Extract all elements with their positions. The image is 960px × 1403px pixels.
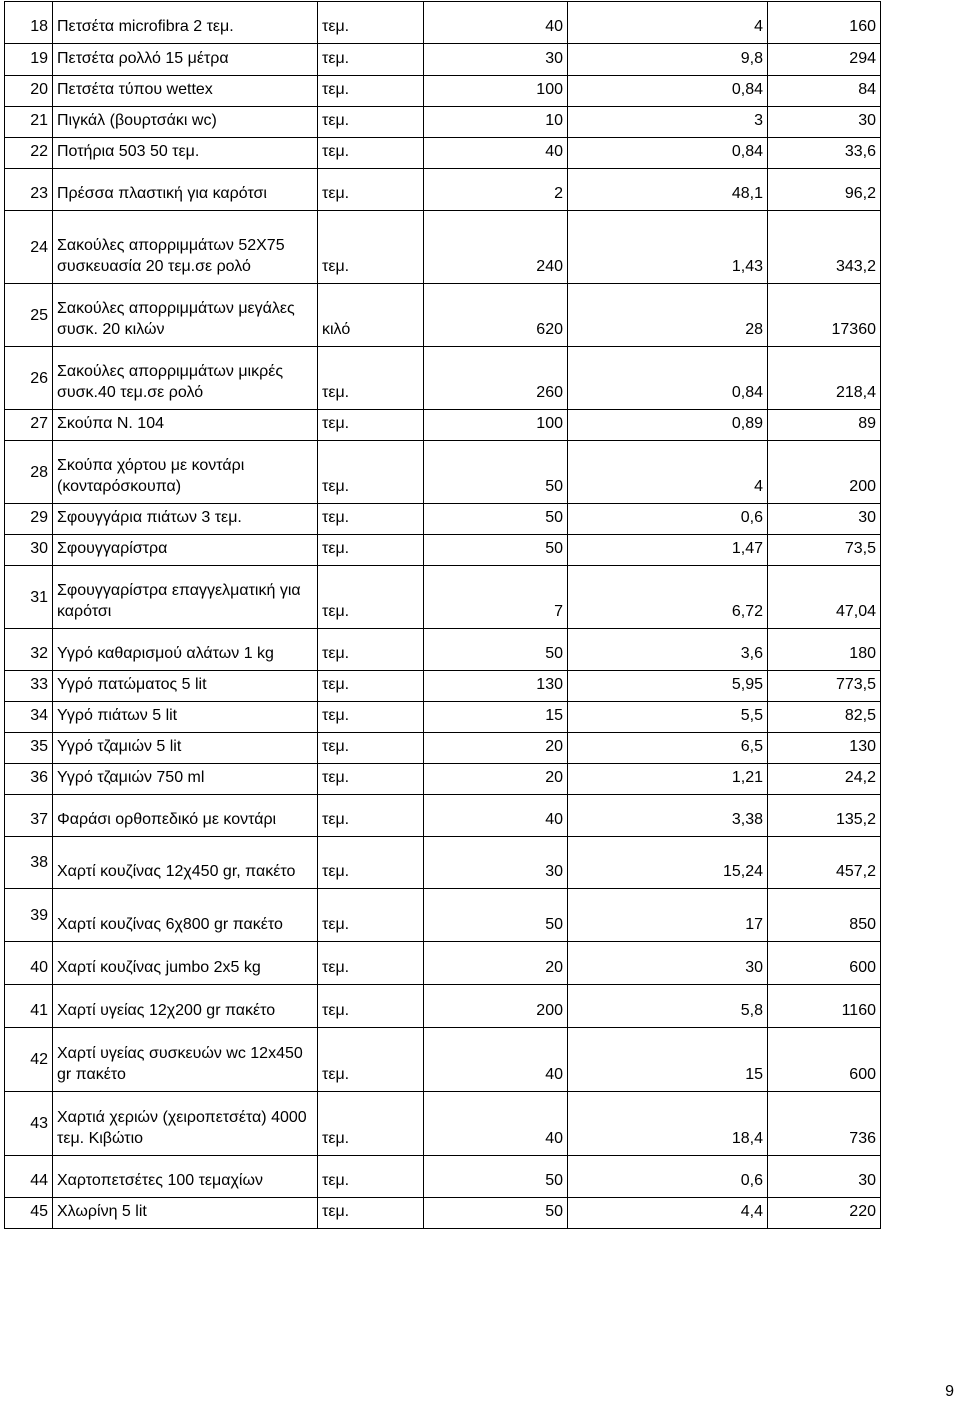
- item-quantity: 40: [424, 795, 568, 837]
- item-number: 28: [5, 441, 53, 504]
- item-unit-price: 0,6: [568, 504, 768, 535]
- item-unit-price: 6,5: [568, 733, 768, 764]
- page-number: 9: [945, 1383, 954, 1400]
- item-number: 31: [5, 566, 53, 629]
- table-row: [5, 1198, 881, 1229]
- table-row: [5, 671, 881, 702]
- item-quantity: 200: [424, 985, 568, 1028]
- item-total: 294: [768, 44, 881, 76]
- item-description: Υγρό πιάτων 5 lit: [53, 702, 318, 733]
- item-number: 25: [5, 284, 53, 347]
- item-description: Χαρτί κουζίνας jumbo 2x5 kg: [53, 942, 318, 985]
- item-unit: τεμ.: [318, 985, 424, 1028]
- item-total: 773,5: [768, 671, 881, 702]
- item-description: Χαρτί υγείας συσκευών wc 12x450 gr πακέτο: [53, 1028, 318, 1092]
- item-unit-price: 3,38: [568, 795, 768, 837]
- item-number: 44: [5, 1156, 53, 1198]
- item-description: Σακούλες απορριμμάτων μεγάλες συσκ. 20 κιλών: [53, 284, 318, 347]
- table-row: [5, 764, 881, 795]
- item-total: 33,6: [768, 138, 881, 169]
- item-number: 32: [5, 629, 53, 671]
- item-total: 850: [768, 889, 881, 942]
- table-row: [5, 1156, 881, 1198]
- item-unit: τεμ.: [318, 889, 424, 942]
- item-total: 89: [768, 410, 881, 441]
- item-quantity: 40: [424, 2, 568, 44]
- item-unit: τεμ.: [318, 504, 424, 535]
- item-number: 37: [5, 795, 53, 837]
- item-number: 23: [5, 169, 53, 211]
- item-quantity: 20: [424, 733, 568, 764]
- item-quantity: 100: [424, 410, 568, 441]
- item-unit-price: 0,84: [568, 76, 768, 107]
- item-number: 27: [5, 410, 53, 441]
- item-quantity: 50: [424, 629, 568, 671]
- item-quantity: 260: [424, 347, 568, 410]
- table-row: [5, 138, 881, 169]
- item-unit-price: 5,8: [568, 985, 768, 1028]
- item-unit: τεμ.: [318, 733, 424, 764]
- item-description: Πετσέτα microfibra 2 τεμ.: [53, 2, 318, 44]
- table-row: [5, 889, 881, 942]
- table-row: [5, 1028, 881, 1092]
- item-number: 43: [5, 1092, 53, 1156]
- item-number: 26: [5, 347, 53, 410]
- table-row: [5, 410, 881, 441]
- item-number: 20: [5, 76, 53, 107]
- item-description: Χαρτιά χεριών (χειροπετσέτα) 4000 τεμ. Κιβώτιο: [53, 1092, 318, 1156]
- item-unit-price: 4: [568, 2, 768, 44]
- item-description: Χαρτί κουζίνας 6χ800 gr πακέτο: [53, 889, 318, 942]
- item-total: 24,2: [768, 764, 881, 795]
- item-total: 736: [768, 1092, 881, 1156]
- item-quantity: 50: [424, 1156, 568, 1198]
- item-number: 18: [5, 2, 53, 44]
- item-unit-price: 6,72: [568, 566, 768, 629]
- item-number: 45: [5, 1198, 53, 1229]
- item-unit-price: 0,6: [568, 1156, 768, 1198]
- item-number: 21: [5, 107, 53, 138]
- item-description: Σακούλες απορριμμάτων 52Χ75 συσκευασία 20 τεμ.σε ρολό: [53, 211, 318, 284]
- item-description: Χαρτοπετσέτες 100 τεμαχίων: [53, 1156, 318, 1198]
- item-unit: τεμ.: [318, 629, 424, 671]
- item-number: 39: [5, 889, 53, 942]
- item-total: 600: [768, 1028, 881, 1092]
- item-total: 135,2: [768, 795, 881, 837]
- item-number: 40: [5, 942, 53, 985]
- item-number: 22: [5, 138, 53, 169]
- item-description: Υγρό πατώματος 5 lit: [53, 671, 318, 702]
- item-quantity: 30: [424, 44, 568, 76]
- item-unit-price: 18,4: [568, 1092, 768, 1156]
- item-quantity: 50: [424, 441, 568, 504]
- item-description: Υγρό καθαρισμού αλάτων 1 kg: [53, 629, 318, 671]
- item-quantity: 40: [424, 138, 568, 169]
- item-number: 41: [5, 985, 53, 1028]
- item-unit: τεμ.: [318, 1198, 424, 1229]
- item-total: 130: [768, 733, 881, 764]
- item-description: Πρέσσα πλαστική για καρότσι: [53, 169, 318, 211]
- table-row: [5, 985, 881, 1028]
- item-unit-price: 0,84: [568, 347, 768, 410]
- item-total: 17360: [768, 284, 881, 347]
- item-description: Σκούπα χόρτου με κοντάρι (κονταρόσκουπα): [53, 441, 318, 504]
- item-number: 36: [5, 764, 53, 795]
- item-unit: τεμ.: [318, 671, 424, 702]
- item-description: Σφουγγάρια πιάτων 3 τεμ.: [53, 504, 318, 535]
- item-unit: τεμ.: [318, 410, 424, 441]
- item-unit: τεμ.: [318, 211, 424, 284]
- item-total: 600: [768, 942, 881, 985]
- item-unit: τεμ.: [318, 107, 424, 138]
- item-quantity: 50: [424, 889, 568, 942]
- item-number: 29: [5, 504, 53, 535]
- item-unit-price: 0,84: [568, 138, 768, 169]
- item-unit: τεμ.: [318, 138, 424, 169]
- table-row: [5, 76, 881, 107]
- item-quantity: 15: [424, 702, 568, 733]
- item-unit-price: 15,24: [568, 837, 768, 889]
- price-table: [4, 1, 881, 1229]
- item-total: 457,2: [768, 837, 881, 889]
- item-total: 180: [768, 629, 881, 671]
- item-unit: τεμ.: [318, 942, 424, 985]
- table-row: [5, 733, 881, 764]
- item-total: 343,2: [768, 211, 881, 284]
- item-number: 19: [5, 44, 53, 76]
- item-total: 220: [768, 1198, 881, 1229]
- table-row: [5, 702, 881, 733]
- item-quantity: 50: [424, 504, 568, 535]
- table-row: [5, 629, 881, 671]
- table-row: [5, 837, 881, 889]
- table-row: [5, 2, 881, 44]
- item-unit-price: 5,95: [568, 671, 768, 702]
- item-total: 1160: [768, 985, 881, 1028]
- item-quantity: 40: [424, 1092, 568, 1156]
- item-total: 160: [768, 2, 881, 44]
- item-unit-price: 3,6: [568, 629, 768, 671]
- item-quantity: 10: [424, 107, 568, 138]
- item-quantity: 40: [424, 1028, 568, 1092]
- item-quantity: 50: [424, 535, 568, 566]
- item-description: Χαρτί κουζίνας 12χ450 gr, πακέτο: [53, 837, 318, 889]
- table-row: [5, 211, 881, 284]
- item-quantity: 7: [424, 566, 568, 629]
- item-description: Υγρό τζαμιών 750 ml: [53, 764, 318, 795]
- item-unit-price: 4: [568, 441, 768, 504]
- item-quantity: 20: [424, 942, 568, 985]
- item-unit-price: 15: [568, 1028, 768, 1092]
- item-unit: τεμ.: [318, 76, 424, 107]
- table-row: [5, 284, 881, 347]
- item-quantity: 620: [424, 284, 568, 347]
- item-unit: τεμ.: [318, 764, 424, 795]
- item-total: 73,5: [768, 535, 881, 566]
- price-table-body: [5, 2, 881, 1229]
- item-number: 42: [5, 1028, 53, 1092]
- item-quantity: 30: [424, 837, 568, 889]
- item-unit: τεμ.: [318, 702, 424, 733]
- item-number: 35: [5, 733, 53, 764]
- item-description: Πετσέτα ρολλό 15 μέτρα: [53, 44, 318, 76]
- item-number: 33: [5, 671, 53, 702]
- item-unit: τεμ.: [318, 2, 424, 44]
- item-number: 30: [5, 535, 53, 566]
- item-unit: τεμ.: [318, 44, 424, 76]
- item-unit: τεμ.: [318, 837, 424, 889]
- table-row: [5, 107, 881, 138]
- table-row: [5, 441, 881, 504]
- table-row: [5, 795, 881, 837]
- item-unit-price: 1,21: [568, 764, 768, 795]
- item-description: Σφουγγαρίστρα: [53, 535, 318, 566]
- item-number: 24: [5, 211, 53, 284]
- item-quantity: 240: [424, 211, 568, 284]
- item-unit: τεμ.: [318, 566, 424, 629]
- item-description: Πετσέτα τύπου wettex: [53, 76, 318, 107]
- table-row: [5, 44, 881, 76]
- item-unit: τεμ.: [318, 1092, 424, 1156]
- item-unit: τεμ.: [318, 1028, 424, 1092]
- item-unit-price: 17: [568, 889, 768, 942]
- item-description: Σακούλες απορριμμάτων μικρές συσκ.40 τεμ.σε ρολό: [53, 347, 318, 410]
- table-row: [5, 1092, 881, 1156]
- item-total: 218,4: [768, 347, 881, 410]
- table-row: [5, 504, 881, 535]
- item-unit-price: 48,1: [568, 169, 768, 211]
- table-row: [5, 347, 881, 410]
- table-row: [5, 566, 881, 629]
- table-row: [5, 535, 881, 566]
- item-total: 47,04: [768, 566, 881, 629]
- table-row: [5, 169, 881, 211]
- item-quantity: 130: [424, 671, 568, 702]
- item-unit: τεμ.: [318, 535, 424, 566]
- item-unit-price: 5,5: [568, 702, 768, 733]
- item-unit: κιλό: [318, 284, 424, 347]
- item-description: Ποτήρια 503 50 τεμ.: [53, 138, 318, 169]
- item-total: 30: [768, 1156, 881, 1198]
- item-unit: τεμ.: [318, 795, 424, 837]
- item-unit: τεμ.: [318, 169, 424, 211]
- item-unit-price: 3: [568, 107, 768, 138]
- item-quantity: 20: [424, 764, 568, 795]
- item-number: 34: [5, 702, 53, 733]
- item-total: 82,5: [768, 702, 881, 733]
- item-description: Χαρτί υγείας 12χ200 gr πακέτο: [53, 985, 318, 1028]
- item-quantity: 2: [424, 169, 568, 211]
- item-number: 38: [5, 837, 53, 889]
- item-description: Σκούπα Ν. 104: [53, 410, 318, 441]
- item-description: Σφουγγαρίστρα επαγγελματική για καρότσι: [53, 566, 318, 629]
- item-unit-price: 1,43: [568, 211, 768, 284]
- item-quantity: 100: [424, 76, 568, 107]
- item-quantity: 50: [424, 1198, 568, 1229]
- item-unit-price: 4,4: [568, 1198, 768, 1229]
- item-total: 30: [768, 504, 881, 535]
- item-total: 30: [768, 107, 881, 138]
- item-description: Υγρό τζαμιών 5 lit: [53, 733, 318, 764]
- item-unit-price: 30: [568, 942, 768, 985]
- item-unit-price: 0,89: [568, 410, 768, 441]
- item-unit: τεμ.: [318, 1156, 424, 1198]
- item-total: 84: [768, 76, 881, 107]
- item-unit-price: 9,8: [568, 44, 768, 76]
- item-description: Φαράσι ορθοπεδικό με κοντάρι: [53, 795, 318, 837]
- item-description: Πιγκάλ (βουρτσάκι wc): [53, 107, 318, 138]
- item-unit: τεμ.: [318, 347, 424, 410]
- item-unit-price: 1,47: [568, 535, 768, 566]
- item-description: Χλωρίνη 5 lit: [53, 1198, 318, 1229]
- item-total: 96,2: [768, 169, 881, 211]
- table-row: [5, 942, 881, 985]
- item-unit: τεμ.: [318, 441, 424, 504]
- item-unit-price: 28: [568, 284, 768, 347]
- item-total: 200: [768, 441, 881, 504]
